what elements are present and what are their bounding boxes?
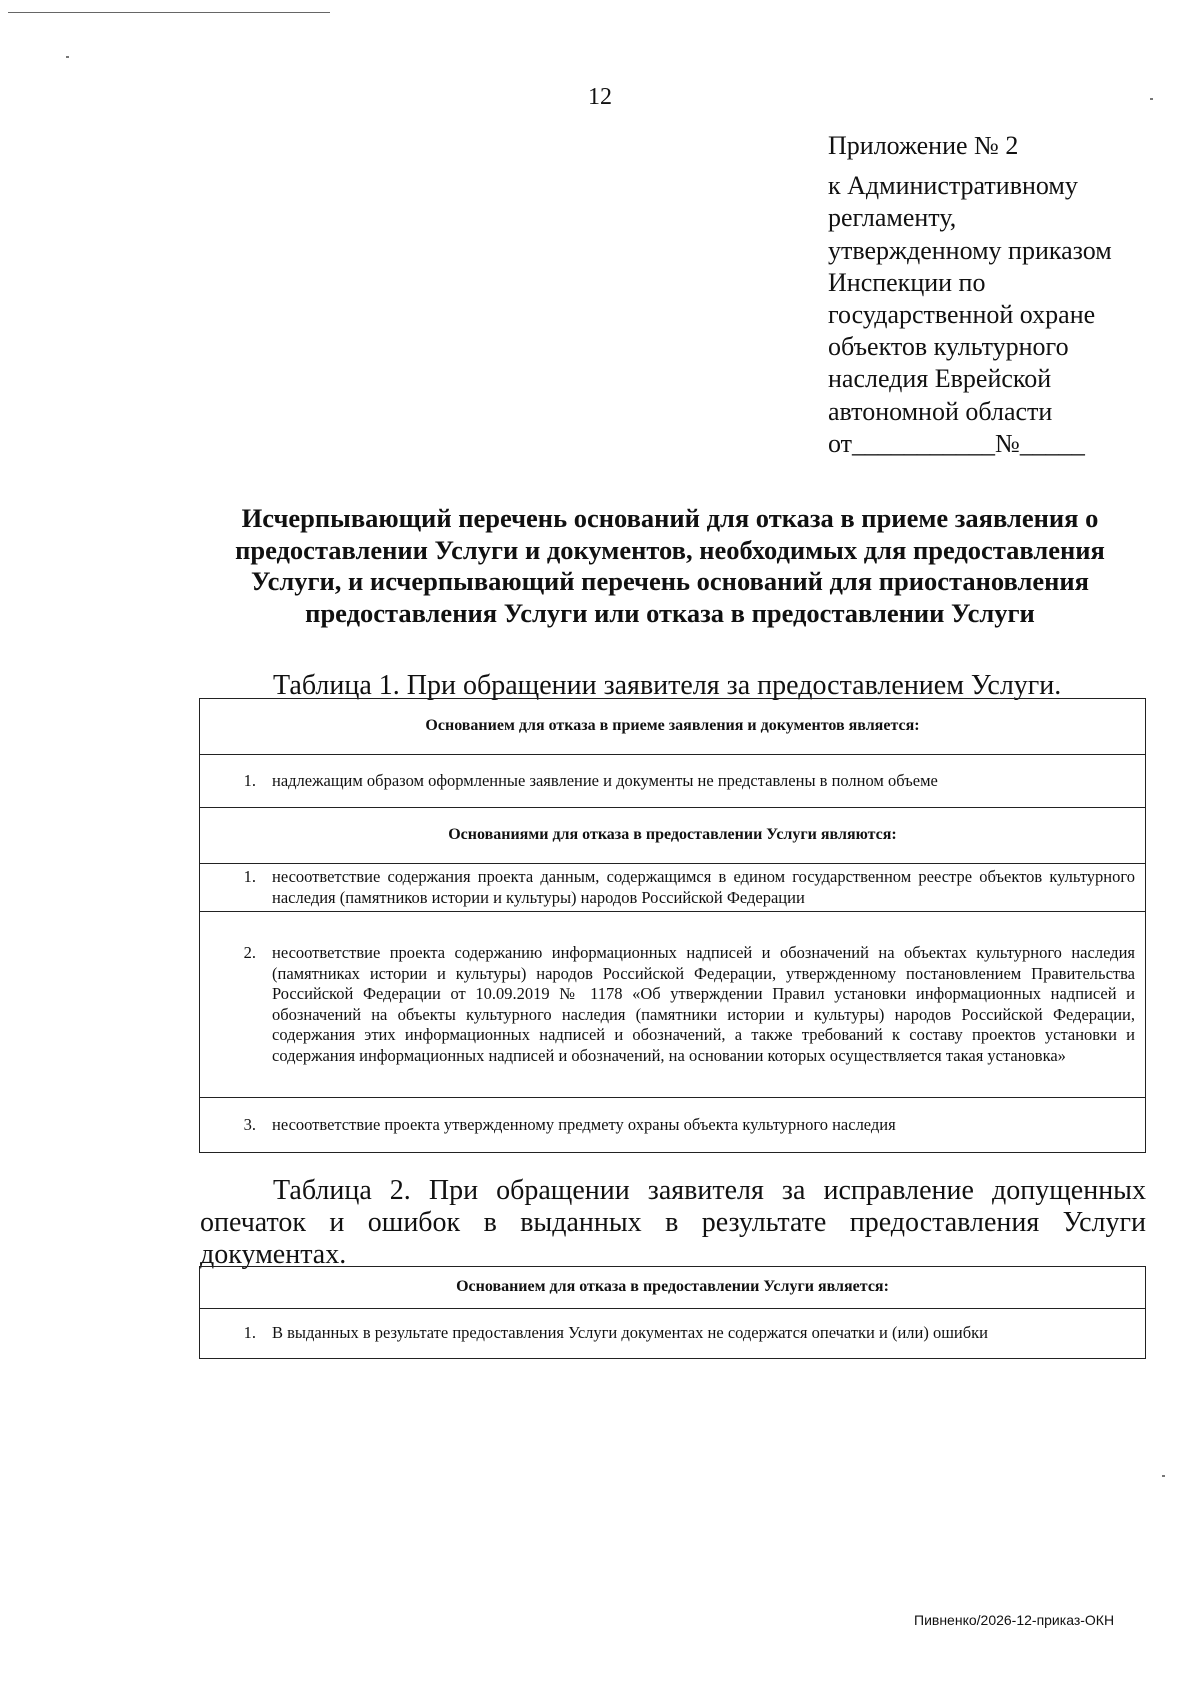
appendix-line: к Административному <box>828 171 1078 201</box>
row-text: несоответствие содержания проекта данным, содержащимся в едином государственном реестре объектов культурного наследия (памятников истории и культуры) народов Российской Федерации <box>272 867 1135 907</box>
table2 <box>199 1266 1146 1359</box>
appendix-line: регламенту, <box>828 203 957 233</box>
appendix-block <box>828 130 1158 460</box>
row-text: надлежащим образом оформленные заявление и документы не представлены в полном объеме <box>272 770 938 790</box>
scan-edge-line <box>8 12 330 13</box>
table-row <box>200 912 1146 1098</box>
table-row <box>200 1098 1146 1153</box>
appendix-line: наследия Еврейской <box>828 364 1052 394</box>
page-number: 12 <box>588 84 612 110</box>
row-number: 1. <box>243 867 256 886</box>
appendix-title: Приложение № 2 <box>828 131 1019 160</box>
scan-speck <box>66 56 69 58</box>
document-title <box>190 503 1150 629</box>
appendix-line: государственной охране <box>828 300 1096 330</box>
row-text: несоответствие проекта содержанию информационных надписей и обозначений на объектах культурного наследия (памятниках истории и культуры) народов Российской Федерации, утвержденному постановлением Правительства Российской Федерации от 10.09.2019 № 1178 «Об утверждении Правил установки информационных надписей и обозначений на объекты культурного наследия (памятники истории и культуры) народов Российской Федерации, содержания этих информационных надписей и обозначений, а также требований к составу проектов установки и содержания информационных надписей и обозначений, на основании которых осуществляется такая установка» <box>272 943 1135 1065</box>
row-number: 2. <box>243 943 256 962</box>
table-row <box>200 1309 1146 1359</box>
row-number: 1. <box>243 1323 256 1343</box>
footer-code: Пивненко/2026-12-приказ-ОКН <box>914 1612 1115 1628</box>
appendix-line: Инспекции по <box>828 267 986 297</box>
scan-speck <box>1162 1475 1165 1477</box>
table-row <box>200 755 1146 808</box>
table1-caption: Таблица 1. При обращении заявителя за предоставлением Услуги. <box>273 670 1062 701</box>
appendix-line: объектов культурного <box>828 332 1069 362</box>
row-text: В выданных в результате предоставления Услуги документах не содержатся опечатки и (или) ошибки <box>272 1323 988 1343</box>
row-number: 1. <box>243 770 256 790</box>
title-line: Услуги, и исчерпывающий перечень оснований для приостановления <box>251 566 1089 596</box>
appendix-line: автономной области <box>828 396 1053 426</box>
table1-section2-header: Основаниями для отказа в предоставлении Услуги являются: <box>200 808 1146 864</box>
title-line: предоставления Услуги или отказа в предоставлении Услуги <box>305 597 1035 628</box>
table1-section1-header: Основанием для отказа в приеме заявления и документов является: <box>200 699 1146 755</box>
appendix-line: утвержденному приказом <box>828 235 1112 265</box>
row-text: несоответствие проекта утвержденному предмету охраны объекта культурного наследия <box>272 1114 896 1134</box>
title-line: Исчерпывающий перечень оснований для отказа в приеме заявления о <box>241 503 1099 533</box>
row-number: 3. <box>243 1114 256 1134</box>
table1 <box>199 698 1146 1153</box>
table2-caption: Таблица 2. При обращении заявителя за исправление допущенных опечаток и ошибок в выданных в результате предоставления Услуги документах. <box>200 1175 1146 1270</box>
appendix-date-number: от___________№_____ <box>828 428 1085 458</box>
table2-header: Основанием для отказа в предоставлении Услуги является: <box>200 1267 1146 1309</box>
table-row <box>200 864 1146 912</box>
title-line: предоставлении Услуги и документов, необходимых для предоставления <box>235 534 1105 565</box>
